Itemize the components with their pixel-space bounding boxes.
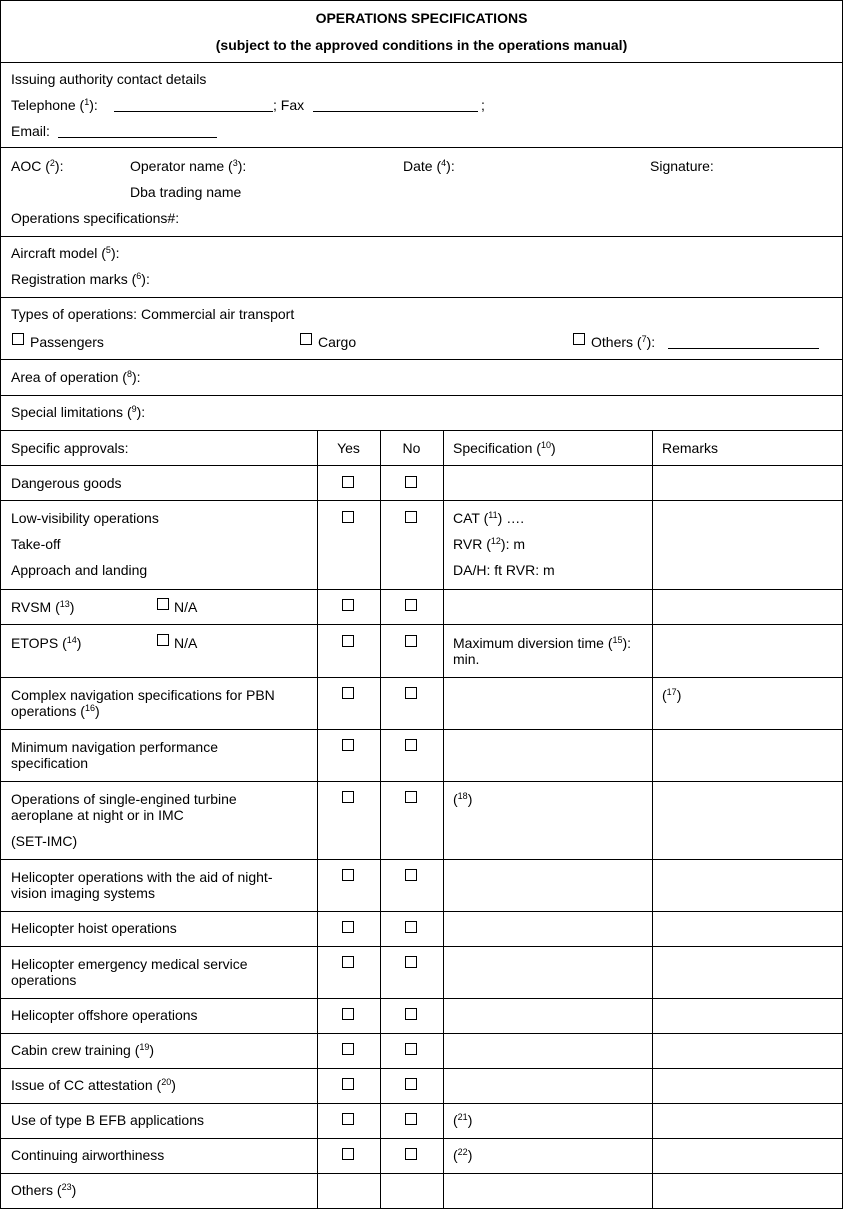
row-nvis: Helicopter operations with the aid of night- (11, 869, 273, 885)
operator-name-label: Operator name ($^3$): (130, 158, 247, 174)
lvo-yes-checkbox[interactable] (342, 511, 354, 523)
etops-no-checkbox[interactable] (405, 635, 417, 647)
row-pbn: Complex navigation specifications for PBN (11, 687, 275, 703)
etops-spec: Maximum diversion time ($^{15}$): (453, 635, 632, 651)
col-specification: Specification ($^{10}$) (453, 440, 556, 456)
row-hems-2: operations (11, 972, 77, 988)
date-label: Date ($^4$): (403, 158, 455, 174)
cargo-label: Cargo (318, 334, 357, 350)
lvo-spec-da: DA/H: ft RVR: m (453, 562, 555, 578)
offshore-no-checkbox[interactable] (405, 1008, 417, 1020)
row-mnps: Minimum navigation performance (11, 739, 218, 755)
col-no: No (402, 440, 421, 456)
hoist-yes-checkbox[interactable] (342, 921, 354, 933)
telephone-field[interactable] (114, 111, 273, 112)
row-pbn-2: operations ($^{16}$) (11, 703, 100, 719)
fax-end: ; (481, 97, 485, 113)
passengers-checkbox[interactable] (12, 333, 24, 345)
contact-heading: Issuing authority contact details (11, 71, 207, 87)
etops-na-checkbox[interactable] (157, 634, 169, 646)
row-dangerous-goods: Dangerous goods (11, 475, 122, 491)
row-lvo-takeoff: Take-off (11, 536, 61, 552)
email-label: Email: (11, 123, 50, 139)
types-heading: Types of operations: Commercial air transport (11, 306, 295, 322)
hems-no-checkbox[interactable] (405, 956, 417, 968)
nvis-no-checkbox[interactable] (405, 869, 417, 881)
email-field[interactable] (58, 137, 217, 138)
pbn-yes-checkbox[interactable] (342, 687, 354, 699)
row-offshore: Helicopter offshore operations (11, 1007, 198, 1023)
caw-no-checkbox[interactable] (405, 1148, 417, 1160)
row-cabin-crew: Cabin crew training ($^{19}$) (11, 1042, 155, 1058)
row-hoist: Helicopter hoist operations (11, 920, 177, 936)
set-spec: ($^{18}$) (453, 791, 473, 807)
telephone-label: Telephone ($^1$): (11, 97, 98, 113)
others-checkbox[interactable] (573, 333, 585, 345)
mnps-yes-checkbox[interactable] (342, 739, 354, 751)
fax-label: ; Fax (273, 97, 305, 113)
efb-spec: ($^{21}$) (453, 1112, 473, 1128)
limitations-label: Special limitations ($^9$): (11, 404, 146, 420)
row-set-imc: Operations of single-engined turbine (11, 791, 237, 807)
signature-label: Signature: (650, 158, 714, 174)
col-specific-approvals: Specific approvals: (11, 440, 129, 456)
col-remarks: Remarks (662, 440, 719, 456)
area-label: Area of operation ($^8$): (11, 369, 141, 385)
col-yes: Yes (337, 440, 360, 456)
mnps-no-checkbox[interactable] (405, 739, 417, 751)
page-subtitle: (subject to the approved conditions in the operations manual) (215, 37, 628, 53)
row-nvis-2: vision imaging systems (11, 885, 155, 901)
hems-yes-checkbox[interactable] (342, 956, 354, 968)
passengers-label: Passengers (30, 334, 104, 350)
cabin-no-checkbox[interactable] (405, 1043, 417, 1055)
others-type-label: Others ($^7$): (591, 334, 656, 350)
rvsm-no-checkbox[interactable] (405, 599, 417, 611)
row-rvsm: RVSM ($^{13}$) (11, 599, 75, 615)
row-cc-attestation: Issue of CC attestation ($^{20}$) (11, 1077, 176, 1093)
row-etops: ETOPS ($^{14}$) (11, 635, 82, 651)
cabin-yes-checkbox[interactable] (342, 1043, 354, 1055)
rvsm-na-checkbox[interactable] (157, 598, 169, 610)
row-lvo: Low-visibility operations (11, 510, 159, 526)
caw-spec: ($^{22}$) (453, 1147, 473, 1163)
etops-yes-checkbox[interactable] (342, 635, 354, 647)
offshore-yes-checkbox[interactable] (342, 1008, 354, 1020)
page-title: OPERATIONS SPECIFICATIONS (315, 10, 528, 26)
caw-yes-checkbox[interactable] (342, 1148, 354, 1160)
cc-no-checkbox[interactable] (405, 1078, 417, 1090)
rvsm-yes-checkbox[interactable] (342, 599, 354, 611)
set-yes-checkbox[interactable] (342, 791, 354, 803)
aoc-label: AOC ($^2$): (11, 158, 64, 174)
set-no-checkbox[interactable] (405, 791, 417, 803)
row-lvo-approach: Approach and landing (11, 562, 148, 578)
row-hems: Helicopter emergency medical service (11, 956, 248, 972)
others-type-field[interactable] (668, 348, 819, 349)
nvis-yes-checkbox[interactable] (342, 869, 354, 881)
efb-no-checkbox[interactable] (405, 1113, 417, 1125)
dangerous-yes-checkbox[interactable] (342, 476, 354, 488)
lvo-no-checkbox[interactable] (405, 511, 417, 523)
row-mnps-2: specification (11, 755, 89, 771)
row-efb: Use of type B EFB applications (11, 1112, 204, 1128)
lvo-spec-rvr: RVR ($^{12}$): m (453, 536, 526, 552)
etops-na-label: N/A (174, 635, 198, 651)
fax-field[interactable] (313, 111, 478, 112)
registration-marks-label: Registration marks ($^6$): (11, 271, 150, 287)
rvsm-na-label: N/A (174, 599, 198, 615)
lvo-spec-cat: CAT ($^{11}$) …. (453, 510, 525, 526)
dba-label: Dba trading name (130, 184, 242, 200)
dangerous-no-checkbox[interactable] (405, 476, 417, 488)
aircraft-model-label: Aircraft model ($^5$): (11, 245, 120, 261)
pbn-no-checkbox[interactable] (405, 687, 417, 699)
efb-yes-checkbox[interactable] (342, 1113, 354, 1125)
row-set-imc-2: aeroplane at night or in IMC (11, 807, 184, 823)
row-set-imc-3: (SET-IMC) (11, 833, 78, 849)
hoist-no-checkbox[interactable] (405, 921, 417, 933)
cc-yes-checkbox[interactable] (342, 1078, 354, 1090)
row-continuing-airworthiness: Continuing airworthiness (11, 1147, 165, 1163)
cargo-checkbox[interactable] (300, 333, 312, 345)
etops-spec-min: min. (453, 651, 480, 667)
pbn-remarks: ($^{17}$) (662, 687, 682, 703)
opspec-label: Operations specifications#: (11, 210, 180, 226)
row-others: Others ($^{23}$) (11, 1182, 77, 1198)
